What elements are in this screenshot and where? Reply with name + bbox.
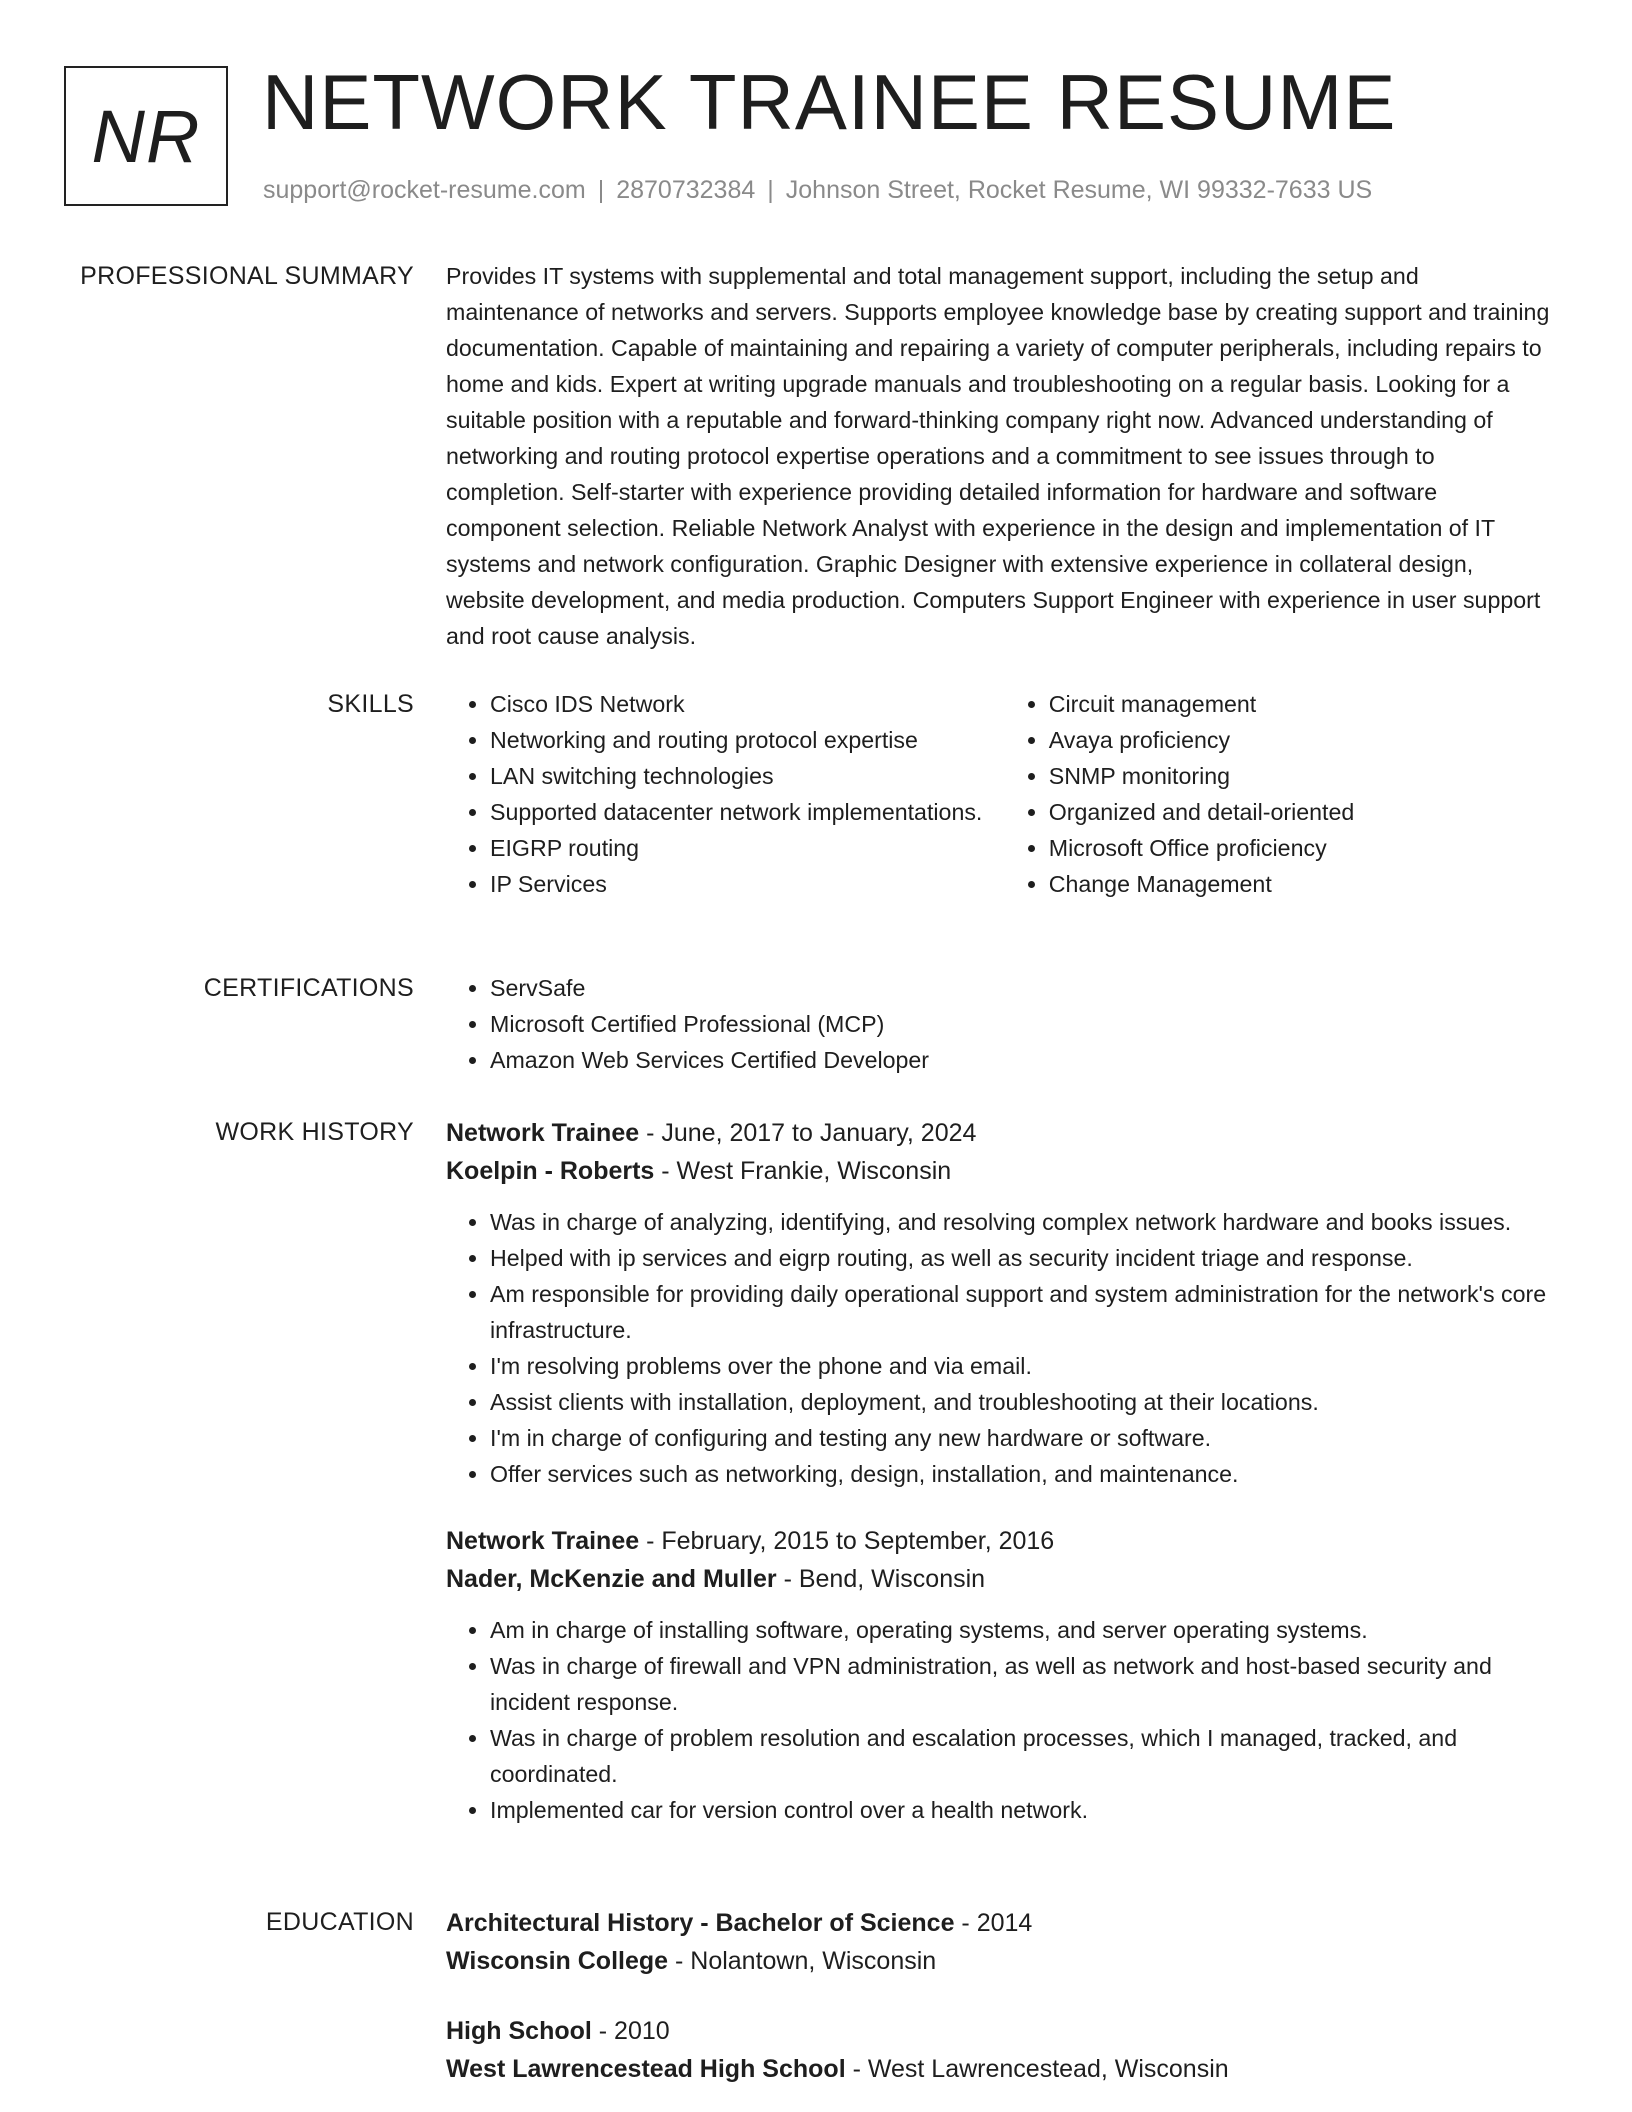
contact-address: Johnson Street, Rocket Resume, WI 99332-7633 US bbox=[785, 176, 1373, 204]
job-bullet: • Implemented car for version control over a health network. bbox=[490, 1792, 1556, 1828]
skills-label: SKILLS bbox=[327, 690, 414, 718]
job-title: Network Trainee bbox=[446, 1119, 640, 1147]
education-location: - West Lawrencestead, Wisconsin bbox=[845, 2055, 1229, 2083]
resume-title: NETWORK TRAINEE RESUME bbox=[262, 58, 1397, 146]
contact-email[interactable]: support@rocket-resume.com bbox=[263, 176, 586, 204]
education-school: West Lawrencestead High School bbox=[446, 2055, 846, 2083]
skill-item: • SNMP monitoring bbox=[1049, 758, 1556, 794]
skill-item: • LAN switching technologies bbox=[490, 758, 1005, 794]
education-school-line bbox=[446, 1942, 1556, 1980]
job-bullets bbox=[446, 1204, 1556, 1492]
job-bullet: • I'm in charge of configuring and testing any new hardware or software. bbox=[490, 1420, 1556, 1456]
job-bullet: • Was in charge of firewall and VPN administration, as well as network and host-based security and incident response. bbox=[490, 1648, 1556, 1720]
education-degree-line bbox=[446, 2012, 1556, 2050]
skill-item: • Organized and detail-oriented bbox=[1049, 794, 1556, 830]
education-label: EDUCATION bbox=[265, 1908, 414, 1936]
job-company-line bbox=[446, 1152, 1556, 1190]
work-history-body bbox=[446, 1114, 1556, 1828]
job-company: Nader, McKenzie and Muller bbox=[446, 1565, 777, 1593]
skill-item: • Circuit management bbox=[1049, 686, 1556, 722]
education-school: Wisconsin College bbox=[446, 1947, 669, 1975]
education-year: - 2010 bbox=[591, 2017, 670, 2045]
job-bullet: • Was in charge of analyzing, identifying, and resolving complex network hardware and books issues. bbox=[490, 1204, 1556, 1240]
skill-item: • Networking and routing protocol expertise bbox=[490, 722, 1005, 758]
summary-text: Provides IT systems with supplemental and total management support, including the setup and maintenance of networks and servers. Supports employee knowledge base by creating support and training documentation. Capable of maintaining and repairing a variety of computer peripherals, including repairs to home and kids. Expert at writing upgrade manuals and troubleshooting on a regular basis. Looking for a suitable position with a reputable and forward-thinking company right now. Advanced understanding of networking and routing protocol expertise operations and a commitment to see issues through to completion. Self-starter with experience providing detailed information for hardware and software component selection. Reliable Network Analyst with experience in the design and implementation of IT systems and network configuration. Graphic Designer with extensive experience in collateral design, website development, and media production. Computers Support Engineer with experience in user support and root cause analysis. bbox=[446, 263, 1550, 649]
education-entry bbox=[446, 2012, 1556, 2088]
skill-item: • Avaya proficiency bbox=[1049, 722, 1556, 758]
job-bullet: • Am responsible for providing daily operational support and system administration for the network's core infrastructure. bbox=[490, 1276, 1556, 1348]
contact-separator: | bbox=[767, 176, 774, 204]
certifications-label: CERTIFICATIONS bbox=[203, 974, 414, 1002]
education-year: - 2014 bbox=[954, 1909, 1033, 1937]
job-bullet: • Am in charge of installing software, operating systems, and server operating systems. bbox=[490, 1612, 1556, 1648]
certification-item: • Microsoft Certified Professional (MCP) bbox=[490, 1006, 1556, 1042]
job-company-line bbox=[446, 1560, 1556, 1598]
summary-label: PROFESSIONAL SUMMARY bbox=[80, 262, 414, 290]
job-bullet: • Helped with ip services and eigrp routing, as well as security incident triage and response. bbox=[490, 1240, 1556, 1276]
skills-list-right bbox=[1005, 686, 1556, 902]
certifications-list bbox=[446, 970, 1556, 1078]
education-degree-line bbox=[446, 1904, 1556, 1942]
job-bullets bbox=[446, 1612, 1556, 1828]
education-entry bbox=[446, 1904, 1556, 1980]
job-title-line bbox=[446, 1114, 1556, 1152]
job-bullet: • Was in charge of problem resolution and escalation processes, which I managed, tracked, and coordinated. bbox=[490, 1720, 1556, 1792]
job-bullet: • Assist clients with installation, deployment, and troubleshooting at their locations. bbox=[490, 1384, 1556, 1420]
skill-item: • Cisco IDS Network bbox=[490, 686, 1005, 722]
job-dates: - June, 2017 to January, 2024 bbox=[639, 1119, 977, 1147]
job-entry bbox=[446, 1522, 1556, 1828]
skill-item: • IP Services bbox=[490, 866, 1005, 902]
certification-item: • Amazon Web Services Certified Developer bbox=[490, 1042, 1556, 1078]
job-location: - West Frankie, Wisconsin bbox=[654, 1157, 952, 1185]
skills-list-left bbox=[446, 686, 1005, 902]
contact-line bbox=[263, 174, 1372, 206]
education-body bbox=[446, 1904, 1556, 2088]
education-degree: High School bbox=[446, 2017, 592, 2045]
education-degree: Architectural History - Bachelor of Science bbox=[446, 1909, 955, 1937]
skill-item: • Microsoft Office proficiency bbox=[1049, 830, 1556, 866]
job-location: - Bend, Wisconsin bbox=[776, 1565, 986, 1593]
monogram-logo: NR bbox=[64, 66, 228, 206]
job-dates: - February, 2015 to September, 2016 bbox=[639, 1527, 1055, 1555]
job-bullet: • I'm resolving problems over the phone and via email. bbox=[490, 1348, 1556, 1384]
work-history-label: WORK HISTORY bbox=[215, 1118, 414, 1146]
contact-separator: | bbox=[597, 176, 605, 204]
education-school-line bbox=[446, 2050, 1556, 2088]
skill-item: • EIGRP routing bbox=[490, 830, 1005, 866]
job-title-line bbox=[446, 1522, 1556, 1560]
job-title: Network Trainee bbox=[446, 1527, 640, 1555]
certifications-body bbox=[446, 970, 1556, 1078]
job-bullet: • Offer services such as networking, design, installation, and maintenance. bbox=[490, 1456, 1556, 1492]
skill-item: • Change Management bbox=[1049, 866, 1556, 902]
skills-body bbox=[446, 686, 1556, 902]
contact-phone[interactable]: 2870732384 bbox=[616, 176, 756, 204]
education-location: - Nolantown, Wisconsin bbox=[668, 1947, 937, 1975]
skill-item: • Supported datacenter network implementations. bbox=[490, 794, 1005, 830]
job-company: Koelpin - Roberts bbox=[446, 1157, 655, 1185]
certification-item: • ServSafe bbox=[490, 970, 1556, 1006]
job-entry bbox=[446, 1114, 1556, 1492]
